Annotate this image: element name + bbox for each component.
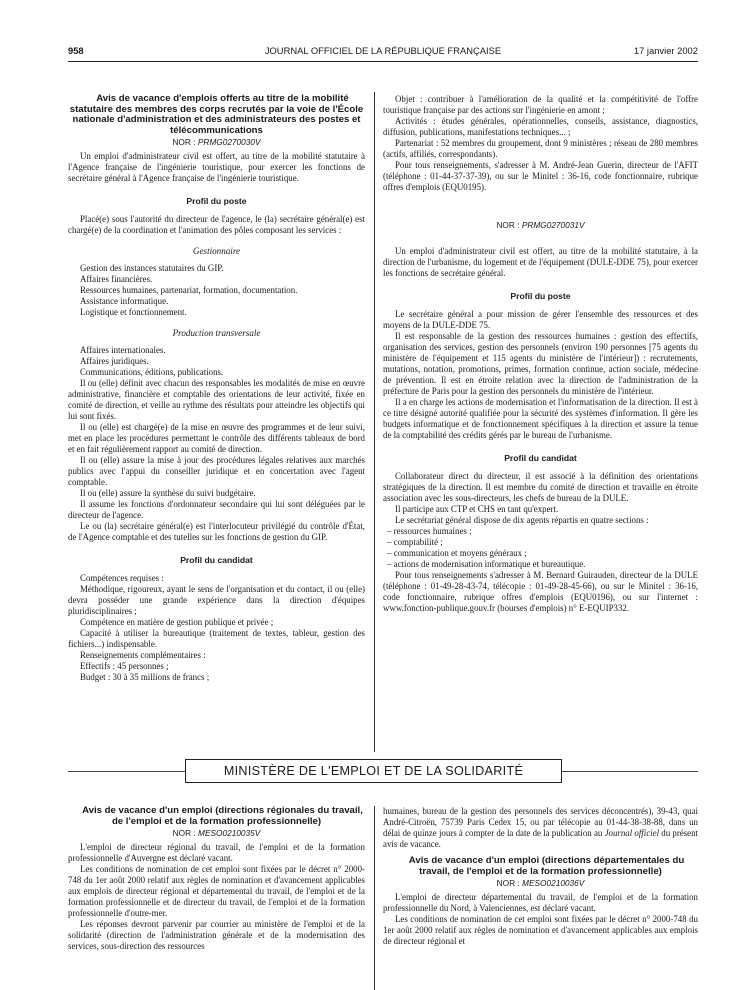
journal-title: JOURNAL OFFICIEL DE LA RÉPUBLIQUE FRANÇAISE [264,45,502,56]
right-column-top [383,94,698,614]
subsection-heading: Production transversale [172,328,261,339]
list-item: Affaires juridiques. [80,356,149,367]
poste-intro: Placé(e) sous l'autorité du directeur de l'agence, le (la) secrétaire général(e) est chargé(e) de la coordination et l'animation des pôles composant les services : [68,214,365,236]
paragraph: Il a en charge les actions de modernisation et l'informatisation de la direction. Il est à ce titre désigné autorité qualifiée pour la sécurité des systèmes d'information. Il gère les budgets informatique et de fonctionnement spécifiques à la direction et assure la tenue de la comptabilité des crédits gérés par le bureau de l'urbanisme. [383,397,698,440]
paragraph: Activités : études générales, opérationnelles, conseils, assistance, diagnostics, diffusion, publications, manifestations techniques... ; [383,116,698,137]
paragraph: Il ou (elle) définit avec chacun des responsables les modalités de mise en œuvre administrative, financière et comptable des orientations de leur activité, fixée en comité de direction, et veille au rythme des résultats pour atteindre les objectifs qui lui sont fixés. [68,378,365,422]
paragraph: Budget : 30 à 35 millions de francs ; [80,672,210,683]
nor-reference: NOR : PRMG0270030V [172,137,261,148]
list-item: Affaires internationales. [80,345,166,356]
header-rule [68,61,698,62]
left-column-top [68,94,365,683]
paragraph: Les conditions de nomination de cet emploi sont fixées par le décret n° 2000-748 du 1er août 2000 relatif aux règles de nomination et d'avancement applicables aux emplois de directeur régional et départemental du travail, de l'emploi et de la formation professionnelle et de directeur du travail, de l'emploi et de la formation professionnelle d'outre-mer. [68,864,365,919]
list-item: – comptabilité ; [387,537,443,547]
nor-reference: NOR : PRMG0270031V [496,220,585,230]
left-column-bottom [68,806,365,952]
list-item: Affaires financières. [80,274,153,285]
paragraph: Le secrétariat général dispose de dix agents répartis en quatre sections : [395,515,649,525]
column-divider [374,92,375,752]
paragraph: Le ou (la) secrétaire général(e) est l'interlocuteur privilégié du contrôle d'État, de l'Agence comptable et des tutelles sur les fonctions de gestion du GIP. [68,521,365,543]
nor-reference: NOR : MESO0210035V [172,828,261,839]
page-header [68,43,698,59]
paragraph: Il participe aux CTP et CHS en tant qu'expert. [395,504,559,514]
section-heading: Profil du poste [510,291,571,301]
paragraph: Le secrétaire général a pour mission de gérer l'ensemble des ressources et des moyens de la DULE-DDE 75. [383,309,698,330]
paragraph: Il ou (elle) assure la mise à jour des procédures légales relatives aux marchés publics avec l'appui du conseiller juridique et en concertation avec l'agent comptable. [68,455,365,488]
list-item: Communications, éditions, publications. [80,367,224,378]
list-item: Gestion des instances statutaires du GIP. [80,263,224,274]
subsection-heading: Gestionnaire [192,246,241,257]
intro-paragraph: Un emploi d'administrateur civil est offert, au titre de la mobilité statutaire, à la direction de l'urbanisme, du logement et de l'équipement (DULE-DDE 75), pour exercer les fonctions de secrétaire général. [383,246,698,278]
list-item: Logistique et fonctionnement. [80,307,187,318]
paragraph: Il est responsable de la gestion des ressources humaines : gestion des effectifs, organisation des services, gestion des personnels (environ 190 personnes [75 agents du ministère de l'équipement et 115 agents du ministère de l'intérieur]) : recrutements, mutations, notation, promotions, primes, formation continue, action sociale, médecine de prévention. Il est en étroite relation avec la direction de l'administration de la préfecture de Paris pour la gestion des personnels du ministère de l'intérieur. [383,331,698,396]
nor-reference: NOR : MESO0210036V [496,878,585,889]
banner-rule-right [562,771,698,772]
list-item: – actions de modernisation informatique et bureautique. [387,559,586,569]
list-item: Assistance informatique. [80,296,169,307]
paragraph: Compétence en matière de gestion publique et privée ; [80,617,274,628]
paragraph: Capacité à utiliser la bureautique (traitement de textes, tableur, gestion des fichiers...) indispensable. [68,628,365,650]
list-item: – communication et moyens généraux ; [387,548,527,558]
section-heading: Profil du candidat [504,453,577,463]
paragraph: Collaborateur direct du directeur, il est associé à la définition des orientations stratégiques de la direction. Il est membre du comité de direction et travaille en étroite association avec les sous-directeurs, les chefs de bureau de la DULE. [383,471,698,503]
page-number: 958 [68,45,84,56]
right-column-bottom [383,806,698,947]
section-heading: Profil du candidat [180,555,253,566]
paragraph: Compétences requises : [80,573,164,584]
paragraph: Renseignements complémentaires : [80,650,206,661]
paragraph: L'emploi de directeur régional du travail, de l'emploi et de la formation professionnelle d'Auvergne est déclaré vacant. [68,842,365,864]
paragraph: Il assume les fonctions d'ordonnateur secondaire qui lui sont déléguées par le directeur de l'agence. [68,499,365,521]
issue-date: 17 janvier 2002 [633,45,698,56]
paragraph: Méthodique, rigoureux, ayant le sens de l'organisation et du contact, il ou (elle) devra posséder une grande expérience dans la direction d'équipes pluridisciplinaires ; [68,584,365,617]
paragraph: Objet : contribuer à l'amélioration de la qualité et la compétitivité de l'offre touristique française par des actions sur l'ingénierie en amont ; [383,94,698,115]
paragraph: Il ou (elle) est chargé(e) de la mise en œuvre des programmes et de leur suivi, met en place les procédures permettant le contrôle des différents tableaux de bord et en fait régulièrement rapport au comité de direction. [68,422,365,455]
paragraph: Effectifs : 45 personnes ; [80,661,169,672]
paragraph: Les réponses devront parvenir par courrier au ministère de l'emploi et de la solidarité (direction de l'administration générale et de la modernisation des services, sous-direction des ressources [68,919,365,952]
column-divider [374,806,375,990]
notice-title: Avis de vacance d'un emploi (directions départementales du travail, de l'emploi et de la formation professionnelle) [408,855,685,877]
sections-list [383,526,698,570]
list-item: – ressources humaines ; [387,526,472,536]
contact-paragraph: Pour tous renseignements s'adresser à M. Bernard Guirauden, directeur de la DULE (téléphone : 01-49-28-43-74, télécopie : 01-49-28-45-66), ou sur le Minitel : 36-16, code fonctionnaire, rubrique offres d'emplois (EQU0196), ou sur l'internet : www.fonction-publique.gouv.fr (bourses d'emplois) n° E-EQUIP332. [383,570,698,613]
paragraph: L'emploi de directeur départemental du travail, de l'emploi et de la formation professionnelle du Nord, à Valenciennes, est déclaré vacant. [383,892,698,914]
section-heading: Profil du poste [186,196,247,207]
paragraph: Il ou (elle) assure la synthèse du suivi budgétaire. [80,488,256,499]
paragraph: Les conditions de nomination de cet emploi sont fixées par le décret n° 2000-748 du 1er août 2000 relatif aux règles de nomination et d'avancement applicables aux emplois de directeur régional et [383,914,698,947]
notice-title: Avis de vacance d'emplois offerts au titre de la mobilité statutaire des membres des corps recrutés par la voie de l'École nationale d'administration et des administrateurs des postes et télécommunications [69,93,364,136]
continued-paragraph: humaines, bureau de la gestion des personnels des services déconcentrés), 39-43, quai André-Citroën, 75739 Paris Cedex 15, ou par télécopie au 01-44-38-38-88, dans un délai de quinze jours à compter de la date de la publication au Journal officiel du présent avis de vacance. [383,806,699,849]
banner-rule-left [68,771,185,772]
notice-title: Avis de vacance d'un emploi (directions régionales du travail, de l'emploi et de la formation professionnelle) [82,805,363,827]
paragraph: Partenariat : 52 membres du groupement, dont 9 ministères ; réseau de 280 membres (actifs, affiliés, correspondants). [383,138,698,159]
paragraph: Pour tous renseignements, s'adresser à M. André-Jean Guerin, directeur de l'AFIT (téléphone : 01-44-37-37-39), ou sur le Minitel : 36-16, code fonctionnaire, rubrique offres d'emplois (EQU0195). [383,160,698,192]
intro-paragraph: Un emploi d'administrateur civil est offert, au titre de la mobilité statutaire à l'Agence française de l'ingénierie touristique, pour exercer les fonctions de secrétaire général à l'Agence française de l'ingénierie touristique. [68,151,365,184]
list-item: Ressources humaines, partenariat, formation, documentation. [80,285,298,296]
ministry-banner: MINISTÈRE DE L'EMPLOI ET DE LA SOLIDARITÉ [185,759,562,783]
